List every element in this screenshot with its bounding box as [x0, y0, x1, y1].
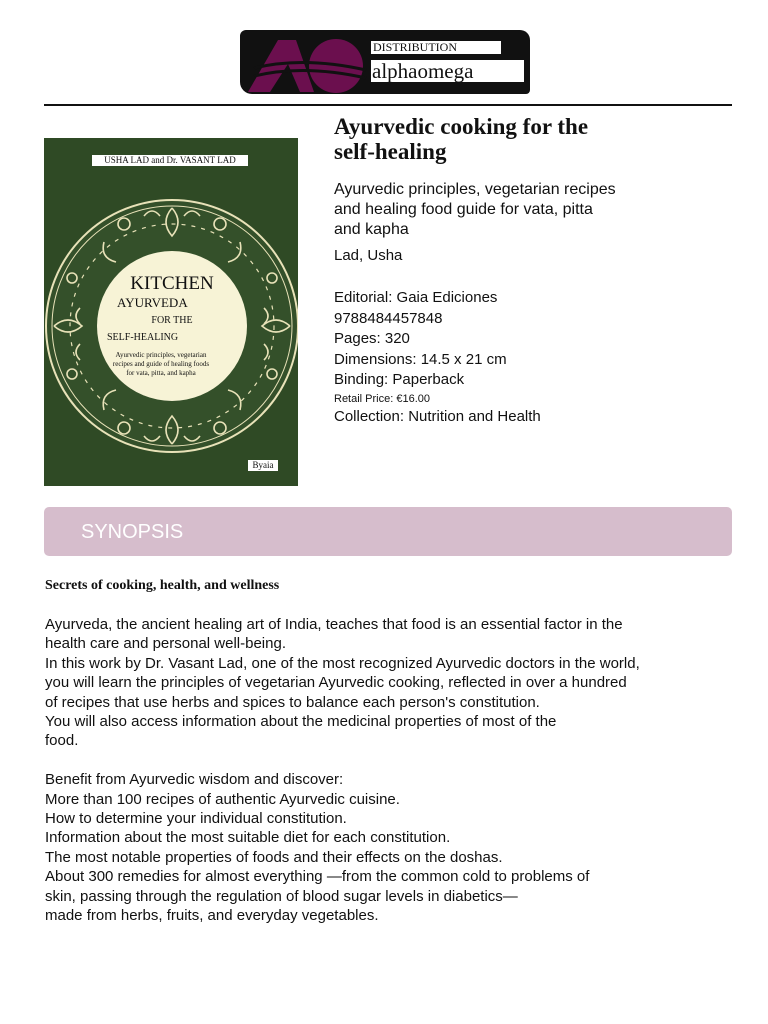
synopsis-line: you will learn the principles of vegetarian Ayurvedic cooking, reflected in over a hundred: [45, 674, 627, 692]
ao-logo-icon: [244, 34, 372, 94]
book-title-line: Ayurvedic cooking for the: [334, 114, 589, 139]
cover-blurb: Ayurvedic principles, vegetarian recipes and guide of healing foods for vata, pitta, and kapha: [112, 351, 210, 377]
synopsis-label: SYNOPSIS: [81, 521, 184, 543]
cover-title-for-the: FOR THE: [151, 315, 193, 326]
book-title: [334, 114, 674, 164]
synopsis-line: In this work by Dr. Vasant Lad, one of the most recognized Ayurvedic doctors in the world,: [45, 654, 640, 672]
publisher-logo: [240, 24, 530, 96]
book-cover-image: [44, 138, 298, 486]
detail-isbn: 9788484457848: [334, 309, 443, 327]
detail-price: Retail Price: €16.00: [334, 392, 430, 405]
logo-distribution-text: DISTRIBUTION: [371, 41, 501, 54]
book-subtitle-line: and healing food guide for vata, pitta: [334, 201, 593, 218]
synopsis-line: How to determine your individual constitution.: [45, 810, 347, 828]
synopsis-line: The most notable properties of foods and their effects on the doshas.: [45, 848, 503, 866]
detail-collection: Collection: Nutrition and Health: [334, 407, 541, 425]
synopsis-line: food.: [45, 732, 79, 750]
cover-title-ayurveda: AYURVEDA: [117, 295, 188, 310]
synopsis-line: You will also access information about the medicinal properties of most of the: [45, 713, 557, 731]
detail-editorial: Editorial: Gaia Ediciones: [334, 289, 498, 306]
synopsis-line: Information about the most suitable diet for each constitution.: [45, 829, 451, 847]
synopsis-line: Benefit from Ayurvedic wisdom and discover:: [45, 771, 344, 789]
book-title-line: self-healing: [334, 139, 447, 164]
cover-authors: USHA LAD and Dr. VASANT LAD: [92, 155, 248, 166]
synopsis-line: made from herbs, fruits, and everyday vegetables.: [45, 907, 379, 925]
synopsis-body: [45, 615, 685, 925]
synopsis-line: of recipes that use herbs and spices to balance each person's constitution.: [45, 693, 540, 711]
book-info: [334, 114, 674, 428]
cover-title-medallion: [97, 251, 247, 401]
detail-binding: Binding: Paperback: [334, 371, 465, 389]
synopsis-line: About 300 remedies for almost everything —from the common cold to problems of: [45, 868, 590, 886]
book-details: [334, 288, 674, 428]
cover-title-self-healing: SELF-HEALING: [107, 332, 179, 343]
detail-pages: Pages: 320: [334, 330, 410, 348]
synopsis-line: health care and personal well-being.: [45, 635, 286, 653]
paragraph-gap: [45, 751, 685, 770]
book-subtitle-line: and kapha: [334, 221, 409, 238]
synopsis-heading: Secrets of cooking, health, and wellness: [45, 578, 280, 593]
book-author: Lad, Usha: [334, 247, 403, 264]
cover-title-kitchen: KITCHEN: [130, 273, 214, 294]
synopsis-line: Ayurveda, the ancient healing art of India, teaches that food is an essential factor in the: [45, 616, 623, 633]
logo-name-text: alphaomega: [371, 60, 524, 82]
book-subtitle: [334, 180, 674, 240]
synopsis-line: skin, passing through the regulation of blood sugar levels in diabetics—: [45, 887, 518, 905]
synopsis-section-header: [44, 507, 732, 556]
cover-publisher: Byaia: [248, 460, 278, 471]
header-divider: [44, 104, 732, 106]
synopsis-line: More than 100 recipes of authentic Ayurvedic cuisine.: [45, 790, 400, 808]
book-subtitle-line: Ayurvedic principles, vegetarian recipes: [334, 181, 616, 198]
detail-dimensions: Dimensions: 14.5 x 21 cm: [334, 350, 507, 368]
